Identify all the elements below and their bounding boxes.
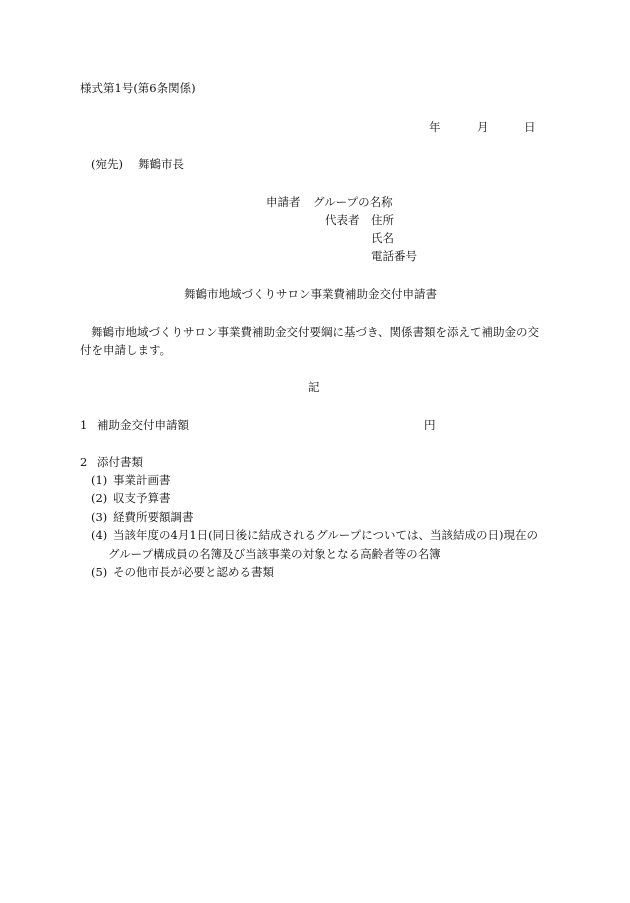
body-line-1: 舞鶴市地域づくりサロン事業費補助金交付要綱に基づき、関係書類を添えて補助金の交	[91, 325, 540, 339]
date-year: 年	[429, 120, 441, 134]
attachment-item-number: (2)	[91, 491, 108, 505]
attachment-item-text: 収支予算書	[113, 491, 171, 505]
section2-number: 2	[80, 455, 88, 469]
addressee-prefix: (宛先)	[91, 157, 123, 171]
attachment-item-text: 経費所要額調書	[113, 510, 194, 524]
attachment-item	[91, 473, 171, 487]
attachment-item	[91, 491, 171, 505]
attachment-item-number: (3)	[91, 510, 108, 524]
attachment-item-number: (1)	[91, 473, 108, 487]
section2-label: 添付書類	[97, 455, 143, 469]
applicant-group-name: グループの名称	[313, 195, 393, 209]
addressee-name: 舞鶴市長	[138, 157, 184, 171]
section1-unit: 円	[424, 418, 436, 432]
section1-number: 1	[80, 418, 88, 432]
date-day: 日	[524, 120, 536, 134]
applicant-name: 氏名	[371, 231, 394, 245]
document-title: 舞鶴市地域づくりサロン事業費補助金交付申請書	[184, 287, 437, 301]
date-month: 月	[477, 120, 489, 134]
body-line-2: 付を申請します。	[80, 343, 172, 357]
attachment-item-text: その他市長が必要と認める書類	[113, 565, 274, 579]
applicant-address: 住所	[371, 213, 394, 227]
section1-label: 補助金交付申請額	[97, 418, 189, 432]
applicant-label: 申請者	[266, 195, 301, 209]
attachment-item	[91, 528, 538, 542]
attachment-item	[91, 565, 274, 579]
ki-heading: 記	[308, 380, 320, 394]
representative-label: 代表者	[325, 213, 360, 227]
attachment-item-text: 事業計画書	[113, 473, 171, 487]
attachment-item-text: 当該年度の4月1日(同日後に結成されるグループについては、当該結成の日)現在の	[113, 528, 538, 542]
applicant-phone: 電話番号	[371, 249, 417, 263]
form-number: 様式第1号(第6条関係)	[80, 81, 196, 95]
attachment-item	[91, 510, 194, 524]
attachment-item-number: (4)	[91, 528, 108, 542]
attachment-item-continuation: グループ構成員の名簿及び当該事業の対象となる高齢者等の名簿	[108, 547, 441, 561]
attachment-item-number: (5)	[91, 565, 108, 579]
